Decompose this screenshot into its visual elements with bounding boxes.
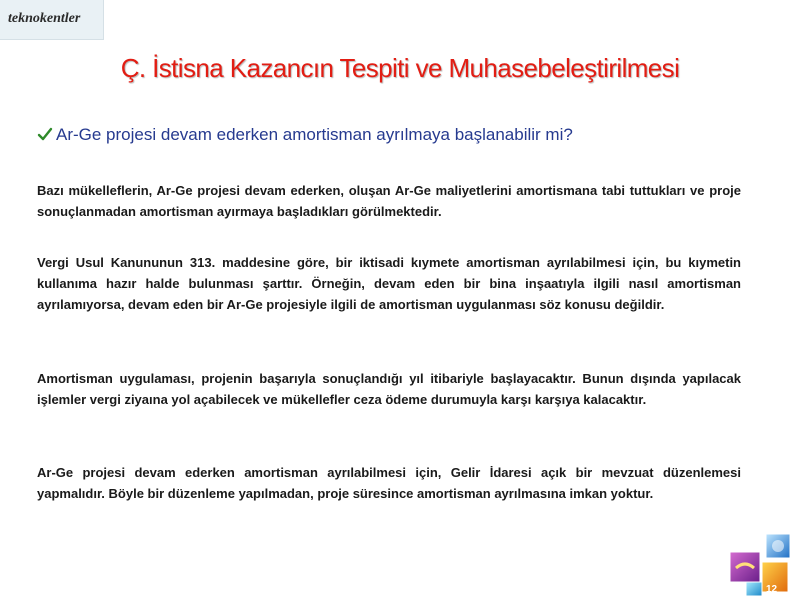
paragraph: Bazı mükelleflerin, Ar-Ge projesi devam ederken, oluşan Ar-Ge maliyetlerini amortismana tabi tuttukları ve proje sonuçlanmadan amortisman ayırmaya başladıkları görülmektedir. [37,183,741,219]
brand-tab [0,0,104,40]
paragraph: Amortisman uygulaması, projenin başarıyla sonuçlandığı yıl itibariyle başlayacaktır. Bunun dışında yapılacak işlemler vergi ziyaına yol açabilecek ve mükellefler ceza ödeme durumuyla karşı karşıya kalacaktır. [37,371,741,407]
question-text: Ar-Ge projesi devam ederken amortisman ayrılmaya başlanabilir mi? [56,125,573,144]
page-number: 12 [766,584,778,595]
question-line [37,125,573,145]
paragraph: Vergi Usul Kanununun 313. maddesine göre, bir iktisadi kıymete amortisman ayrılabilmesi için, bu kıymetin kullanıma hazır halde bulunması şarttır. Örneğin, devam eden bir bina inşaatıyla ilgili nasıl amortisman ayrılamıyorsa, devam eden bir Ar-Ge projesiyle ilgili de amortisman uygulanması söz konusu değildir. [37,255,741,312]
check-icon [37,126,53,142]
paragraph: Ar-Ge projesi devam ederken amortisman ayrılabilmesi için, Gelir İdaresi açık bir mevzuat düzenlemesi yapmalıdır. Böyle bir düzenleme yapılmadan, proje süresince amortisman ayrılmasına imkan yoktur. [37,465,741,501]
brand-label: teknokentler [8,11,81,26]
puzzle-logo-icon [726,532,796,598]
slide-title: Ç. İstisna Kazancın Tespiti ve Muhasebeleştirilmesi [120,53,680,83]
